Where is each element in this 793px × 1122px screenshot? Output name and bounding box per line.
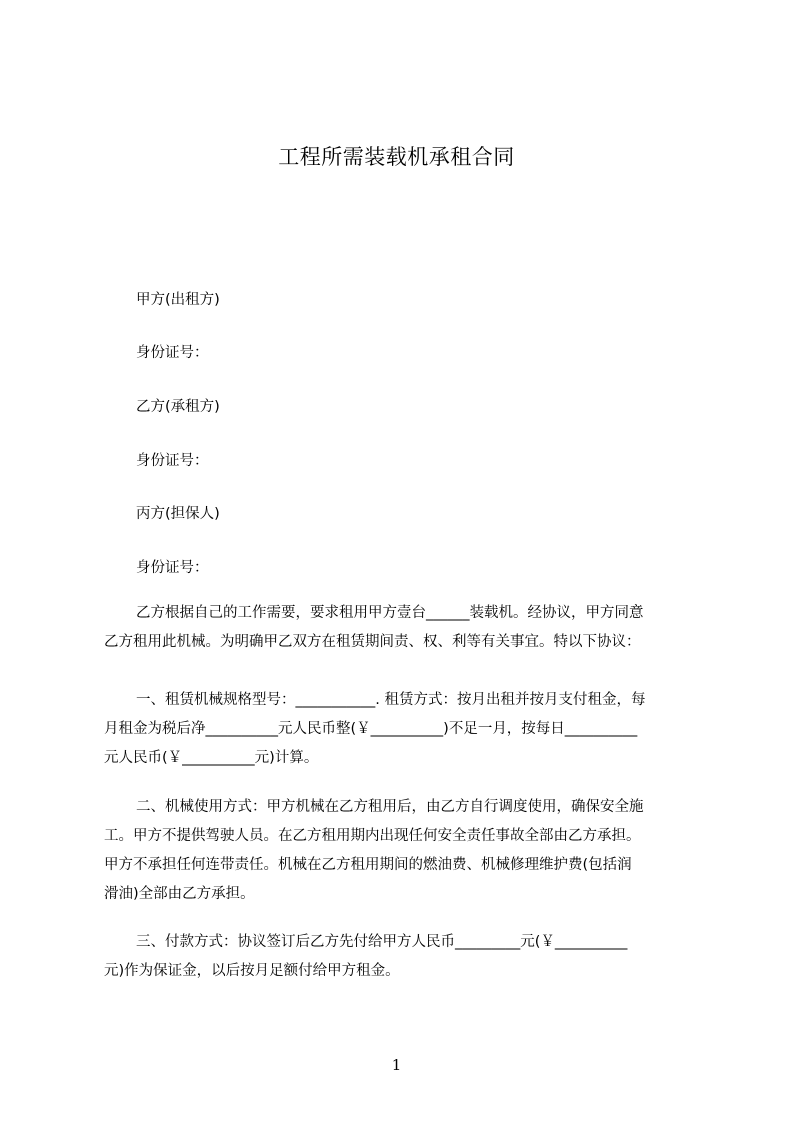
paragraph-line: 一、租赁机械规格型号：___________. 租赁方式：按月出租并按月支付租金，每	[136, 692, 646, 708]
paragraph-line: 工。甲方不提供驾驶人员。在乙方租用期内出现任何安全责任事故全部由乙方承担。	[104, 828, 641, 844]
paragraph-line: 元)作为保证金，以后按月足额付给甲方租金。	[104, 963, 400, 979]
paragraph-clause-3	[104, 928, 700, 986]
document-title: 工程所需装载机承租合同	[278, 145, 515, 169]
party-a-label: 甲方(出租方)	[136, 292, 220, 308]
paragraph-line: 滑油)全部由乙方承担。	[104, 886, 255, 902]
paragraph-line: 甲方不承担任何连带责任。机械在乙方租用期间的燃油费、机械修理维护费(包括润	[104, 857, 632, 873]
paragraph-line: 元人民币(￥__________元)计算。	[104, 750, 319, 766]
paragraph-line: 乙方租用此机械。为明确甲乙双方在租赁期间责、权、利等有关事宜。特以下协议：	[104, 634, 641, 650]
party-b-id-label: 身份证号：	[136, 453, 209, 469]
paragraph-line: 二、机械使用方式：甲方机械在乙方租用后，由乙方自行调度使用，确保安全施	[136, 799, 644, 815]
paragraph-line: 月租金为税后净__________元人民币整(￥__________)不足一月，按每日__________	[104, 721, 638, 737]
paragraph-clause-2	[104, 793, 700, 909]
party-c-id-label: 身份证号：	[136, 560, 209, 576]
party-a-id-label: 身份证号：	[136, 345, 209, 361]
paragraph-intro	[104, 599, 700, 657]
paragraph-line: 乙方根据自己的工作需要，要求租用甲方壹台______装载机。经协议，甲方同意	[136, 605, 644, 621]
paragraph-clause-1	[104, 686, 700, 773]
paragraph-line: 三、付款方式：协议签订后乙方先付给甲方人民币_________元(￥__________	[136, 934, 628, 950]
page-number: 1	[391, 1056, 402, 1074]
party-b-label: 乙方(承租方)	[136, 399, 220, 415]
party-c-label: 丙方(担保人)	[136, 506, 220, 522]
